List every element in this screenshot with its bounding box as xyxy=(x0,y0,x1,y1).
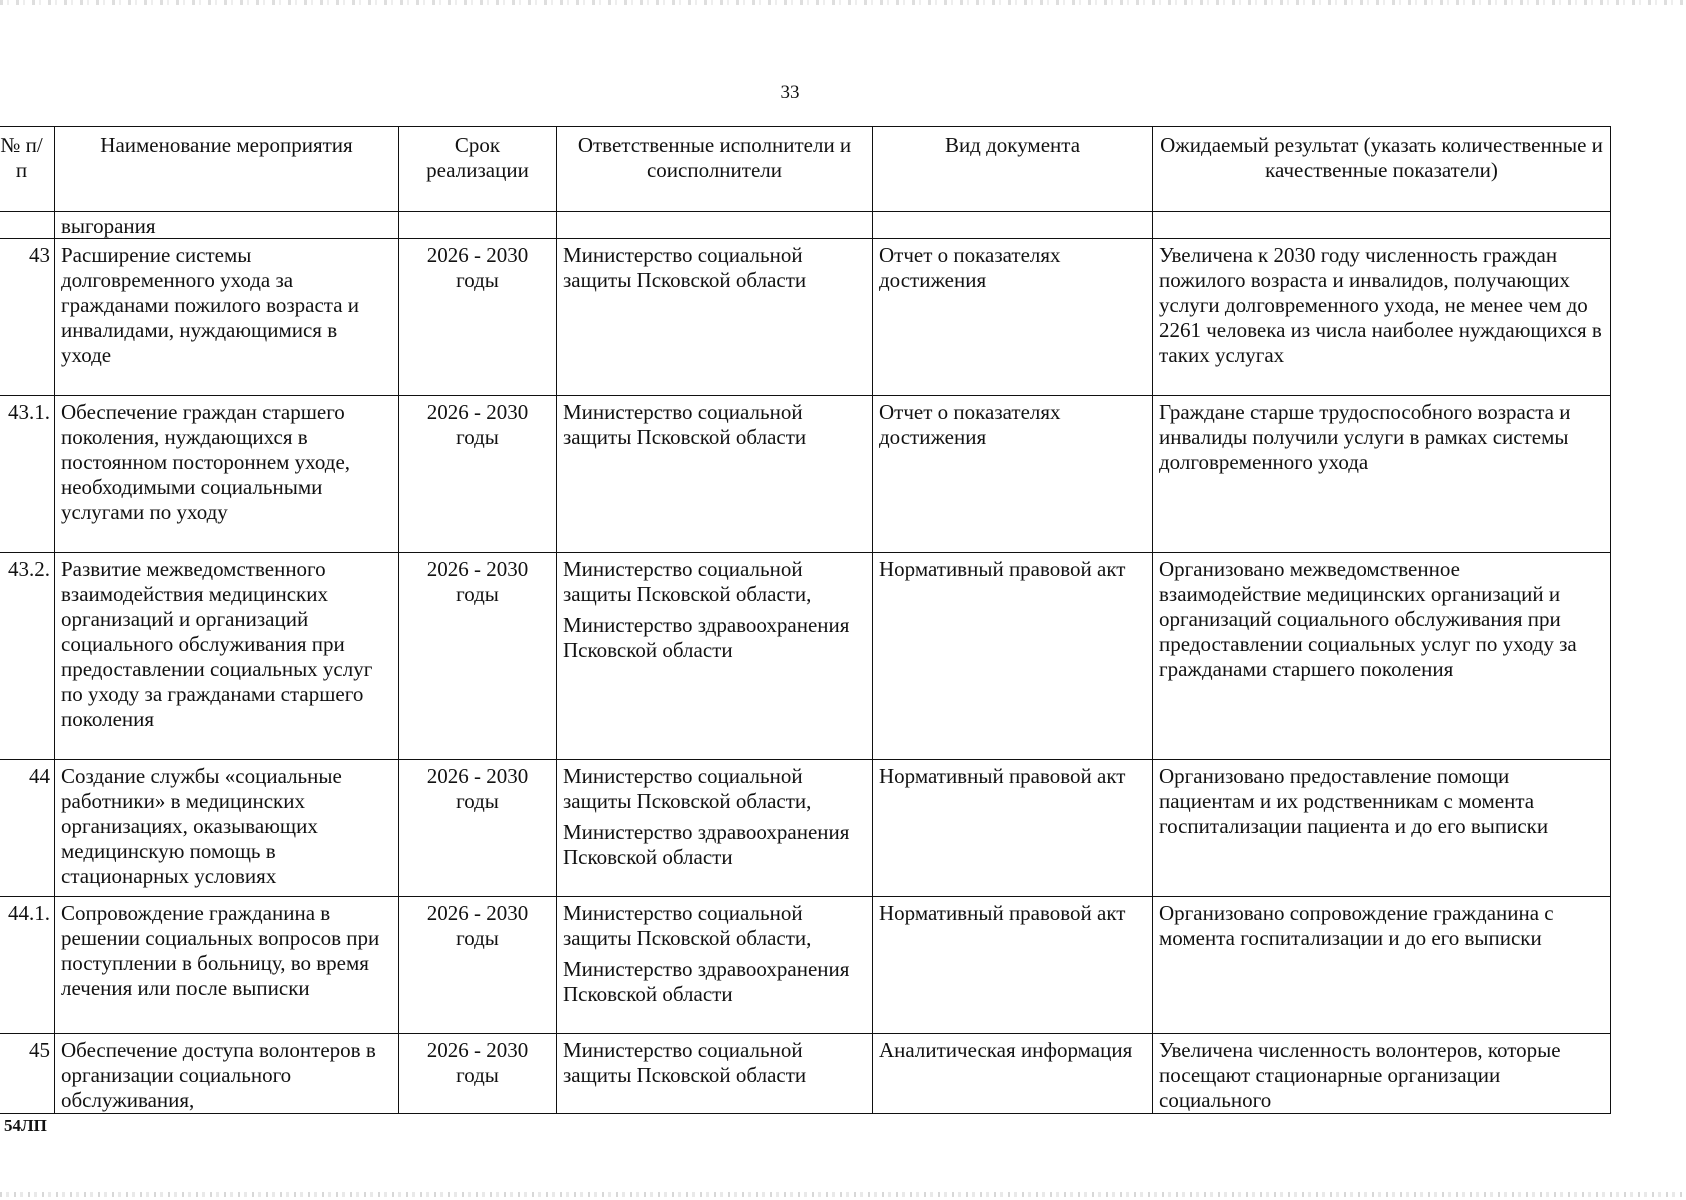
activity-name: Обеспечение доступа волонтеров в организации социального обслуживания, xyxy=(55,1034,399,1114)
executor: Министерство социальной защиты Псковской области xyxy=(563,243,807,292)
document-type: Нормативный правовой акт xyxy=(873,897,1153,1034)
term: 2026 - 2030 годы xyxy=(399,1034,557,1114)
table-row-continuation xyxy=(0,212,1611,239)
table-row xyxy=(0,760,1611,897)
document-type: Отчет о показателях достижения xyxy=(873,396,1153,553)
header-document-type: Вид документа xyxy=(873,127,1153,212)
expected-result: Увеличена к 2030 году численность граждан пожилого возраста и инвалидов, получающих услуги долговременного ухода, не менее чем до 2261 человека из числа наиболее нуждающихся в таких услугах xyxy=(1153,239,1611,396)
executors xyxy=(557,1034,873,1114)
executor: Министерство социальной защиты Псковской области, xyxy=(563,557,812,606)
executors xyxy=(557,239,873,396)
co-executor: Министерство здравоохранения Псковской области xyxy=(563,957,850,1006)
table-row xyxy=(0,239,1611,396)
term: 2026 - 2030 годы xyxy=(399,553,557,760)
expected-result: Организовано сопровождение гражданина с момента госпитализации и до его выписки xyxy=(1153,897,1611,1034)
activity-name: Сопровождение гражданина в решении социальных вопросов при поступлении в больницу, во время лечения или после выписки xyxy=(55,897,399,1034)
activity-name: Создание службы «социальные работники» в медицинских организациях, оказывающих медицинскую помощь в стационарных условиях xyxy=(55,760,399,897)
executor: Министерство социальной защиты Псковской области, xyxy=(563,901,812,950)
activity-name: Развитие межведомственного взаимодействия медицинских организаций и организаций социального обслуживания при предоставлении социальных услуг по уходу за гражданами старшего поколения xyxy=(55,553,399,760)
expected-result: Граждане старше трудоспособного возраста и инвалиды получили услуги в рамках системы долговременного ухода xyxy=(1153,396,1611,553)
executors xyxy=(557,897,873,1034)
executor: Министерство социальной защиты Псковской области xyxy=(563,1038,807,1087)
table-row xyxy=(0,1034,1611,1114)
table-row xyxy=(0,897,1611,1034)
row-number: 43.1. xyxy=(0,396,55,553)
header-executors: Ответственные исполнители и соисполнители xyxy=(557,127,873,212)
document-type: Отчет о показателях достижения xyxy=(873,239,1153,396)
expected-result: Увеличена численность волонтеров, которые посещают стационарные организации социального xyxy=(1153,1034,1611,1114)
header-number: № п/п xyxy=(0,127,55,212)
header-term: Срок реализации xyxy=(399,127,557,212)
expected-result: Организовано предоставление помощи пациентам и их родственникам с момента госпитализации пациента и до его выписки xyxy=(1153,760,1611,897)
row-number: 44.1. xyxy=(0,897,55,1034)
activity-name: Расширение системы долговременного ухода за гражданами пожилого возраста и инвалидами, нуждающимися в уходе xyxy=(55,239,399,396)
table-header-row xyxy=(0,127,1611,212)
term: 2026 - 2030 годы xyxy=(399,760,557,897)
document-code: 54ЛП xyxy=(4,1116,47,1135)
table-row xyxy=(0,553,1611,760)
row-number: 45 xyxy=(0,1034,55,1114)
executor: Министерство социальной защиты Псковской области, xyxy=(563,764,812,813)
activity-name: Обеспечение граждан старшего поколения, нуждающихся в постоянном постороннем уходе, необходимыми социальными услугами по уходу xyxy=(55,396,399,553)
row-number: 43 xyxy=(0,239,55,396)
row-number: 43.2. xyxy=(0,553,55,760)
term: 2026 - 2030 годы xyxy=(399,396,557,553)
expected-result: Организовано межведомственное взаимодействие медицинских организаций и организаций социального обслуживания при предоставлении социальных услуг по уходу за гражданами старшего поколения xyxy=(1153,553,1611,760)
page-number: 33 xyxy=(780,82,800,103)
document-type: Нормативный правовой акт xyxy=(873,553,1153,760)
co-executor: Министерство здравоохранения Псковской области xyxy=(563,613,850,662)
term: 2026 - 2030 годы xyxy=(399,897,557,1034)
document-type: Аналитическая информация xyxy=(873,1034,1153,1114)
header-activity-name: Наименование мероприятия xyxy=(55,127,399,212)
executor: Министерство социальной защиты Псковской области xyxy=(563,400,807,449)
table-row xyxy=(0,396,1611,553)
activities-table xyxy=(0,126,1611,1114)
row-number: 44 xyxy=(0,760,55,897)
term: 2026 - 2030 годы xyxy=(399,239,557,396)
header-expected-result: Ожидаемый результат (указать количественные и качественные показатели) xyxy=(1153,127,1611,212)
co-executor: Министерство здравоохранения Псковской области xyxy=(563,820,850,869)
executors xyxy=(557,760,873,897)
executors xyxy=(557,396,873,553)
scan-edge-bottom xyxy=(0,1192,1686,1197)
document-type: Нормативный правовой акт xyxy=(873,760,1153,897)
executors xyxy=(557,553,873,760)
scan-edge-top xyxy=(0,0,1686,5)
continuation-text: выгорания xyxy=(55,212,399,239)
